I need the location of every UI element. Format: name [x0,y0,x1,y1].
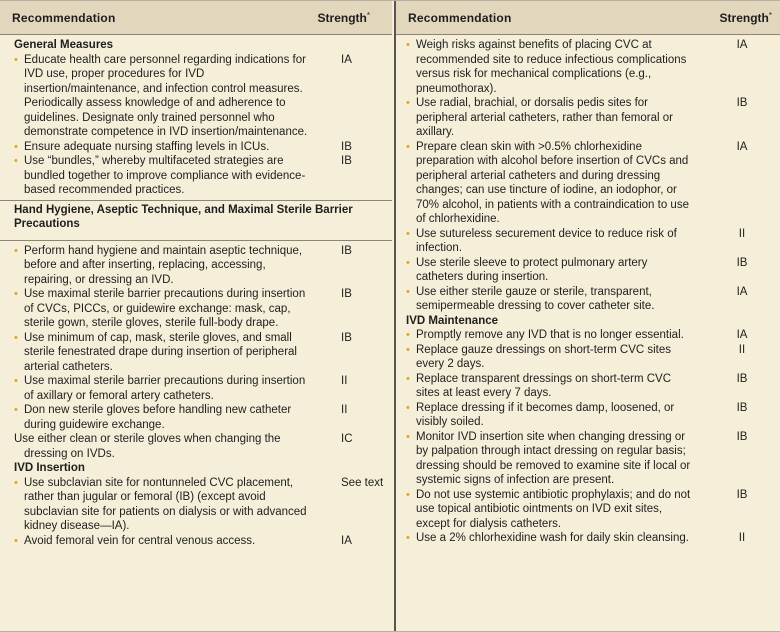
strength-value: IB [736,430,748,443]
recommendation-text: Use either clean or sterile gloves when changing the dressing on IVDs. [14,433,281,460]
strength-value: IA [341,534,352,547]
recommendation-text: Use minimum of cap, mask, sterile gloves, and small sterile fenestrated drape during insertion of peripheral arterial catheters. [24,331,297,373]
list-item [406,343,780,372]
strength-value: II [738,532,746,544]
recommendation-text: Perform hand hygiene and maintain aseptic technique, before and after inserting, replacing, accessing, repairing, or dressing an IVD. [24,244,303,286]
strength-value: II [738,343,746,356]
strength-value: II [341,404,348,416]
right-column [394,1,780,631]
recommendation-text: Use maximal sterile barrier precautions during insertion of axillary or femoral artery catheters. [24,375,306,402]
table-header [396,1,780,35]
recommendation-text: Don new sterile gloves before handling new catheter during guidewire exchange. [24,404,292,431]
recommendation-text: Replace gauze dressings on short-term CVC sites every 2 days. [416,343,672,370]
recommendation-text: Replace transparent dressings on short-term CVC sites at least every 7 days. [416,372,672,399]
section-title: IVD Maintenance [406,314,499,327]
bullet-icon: • [406,256,410,269]
strength-value: IB [341,331,352,344]
list-item [14,154,392,198]
recommendation-text: Prepare clean skin with >0.5% chlorhexidine preparation with alcohol before insertion of CVCs and peripheral arterial catheters and during dressing changes; can use tincture of iodine, an iodophor, or 70% alcohol, in patients with a contraindication to use of chlorhexidine. [416,140,689,225]
recommendation-text: Promptly remove any IVD that is no longer essential. [416,329,684,341]
section-title: Hand Hygiene, Aseptic Technique, and Maximal Sterile Barrier Precautions [0,200,392,241]
table-header [0,1,392,35]
list-item [406,401,780,430]
bullet-icon: • [406,329,410,341]
strength-value: IB [736,97,748,109]
bullet-icon: • [406,401,410,414]
bullet-icon: • [14,53,18,66]
list-item [406,488,780,532]
bullet-icon: • [14,288,18,300]
recommendation-text: Use a 2% chlorhexidine wash for daily skin cleansing. [416,532,689,544]
strength-value: IB [736,488,748,501]
list-item [406,96,780,140]
strength-value: See text [341,476,384,489]
strength-value: II [738,227,746,240]
recommendation-text: Educate health care personnel regarding indications for IVD use, proper procedures for IVD insertion/maintenance, and infection control measures. Periodically assess knowledge of and adherence to guidelines. Designate only trained personnel who demonstrate competence in IVD insertion/maintenance. [24,53,308,138]
bullet-icon: • [406,343,410,356]
list-item [14,476,392,534]
strength-value: IC [341,433,353,445]
header-recommendation: Recommendation [12,11,116,25]
list-item [406,285,780,314]
recommendation-text: Do not use systemic antibiotic prophylaxis; and do not use topical antibiotic ointments on IVD exit sites, except for dialysis catheters. [416,488,691,530]
bullet-icon: • [14,534,18,547]
section-title: General Measures [14,39,114,51]
bullet-icon: • [406,285,410,298]
bullet-icon: • [14,244,18,257]
strength-value: IB [736,401,748,414]
recommendation-text: Use radial, brachial, or dorsalis pedis sites for peripheral arterial catheters, rather than femoral or axillary. [416,97,673,138]
list-item [14,140,392,155]
strength-value: IB [736,372,748,385]
section-title: IVD Insertion [14,462,85,474]
list-item [406,38,780,96]
recommendation-text: Use maximal sterile barrier precautions during insertion of CVCs, PICCs, or guidewire exchange: mask, cap, sterile gown, sterile gloves, sterile full-body drape. [24,288,306,329]
recommendation-text: Ensure adequate nursing staffing levels in ICUs. [24,140,270,153]
bullet-icon: • [406,39,410,51]
strength-footnote-marker: * [768,11,772,20]
recommendation-text: Use sterile sleeve to protect pulmonary artery catheters during insertion. [416,256,648,283]
strength-value: IB [341,288,352,300]
recommendation-text: Use “bundles,” whereby multifaceted strategies are bundled together to improve compliance with evidence-based recommended practices. [24,155,306,196]
list-item [14,244,392,288]
strength-value: II [341,375,348,387]
strength-value: IB [341,244,352,257]
header-strength: Strength* [317,11,370,25]
recommendation-text: Use subclavian site for nontunneled CVC placement, rather than jugular or femoral (IB) (except avoid subclavian site for patients on dialysis or with advanced kidney disease—IA). [24,476,307,532]
bullet-icon: • [406,97,410,109]
list-item [14,403,392,432]
bullet-icon: • [14,404,18,416]
list-item [406,328,780,343]
strength-value: IB [736,256,748,269]
bullet-icon: • [406,372,410,385]
list-item [406,372,780,401]
recommendation-text: Weigh risks against benefits of placing CVC at recommended site to reduce infectious complications versus risk for mechanical complications (e.g., pneumothorax). [416,39,687,95]
strength-value: IB [341,155,352,167]
list-item [406,430,780,488]
strength-value: IA [736,329,748,341]
list-item [14,534,392,549]
bullet-icon: • [406,488,410,501]
list-item [14,331,392,375]
strength-footnote-marker: * [366,11,370,20]
recommendation-text: Avoid femoral vein for central venous access. [24,534,256,547]
strength-value: IA [736,285,748,298]
recommendation-text: Monitor IVD insertion site when changing dressing or by palpation through intact dressing on regular basis; dressing should be removed to examine site if local or systemic signs of infection are present. [416,430,691,486]
list-item [406,227,780,256]
list-item [406,531,780,546]
left-column [0,1,392,631]
right-column-body [396,35,780,546]
recommendation-text: Use either sterile gauze or sterile, transparent, semipermeable dressing to cover catheter site. [416,285,655,312]
bullet-icon: • [406,227,410,240]
list-item [14,53,392,140]
bullet-icon: • [14,375,18,387]
strength-value: IB [341,140,352,153]
list-item [14,432,392,461]
bullet-icon: • [14,331,18,344]
list-item [14,287,392,331]
bullet-icon: • [406,532,410,544]
header-recommendation: Recommendation [408,11,512,25]
bullet-icon: • [406,140,410,153]
recommendation-text: Replace dressing if it becomes damp, loosened, or visibly soiled. [416,401,675,428]
strength-value: IA [341,53,352,66]
list-item [406,256,780,285]
bullet-icon: • [14,476,18,489]
list-item [14,374,392,403]
header-strength: Strength* [719,11,772,25]
bullet-icon: • [14,155,18,167]
recommendation-text: Use sutureless securement device to reduce risk of infection. [416,227,677,254]
strength-value: IA [736,140,748,153]
bullet-icon: • [406,430,410,443]
left-column-body [0,35,392,548]
list-item [406,140,780,227]
bullet-icon: • [14,140,18,153]
strength-value: IA [736,39,748,51]
